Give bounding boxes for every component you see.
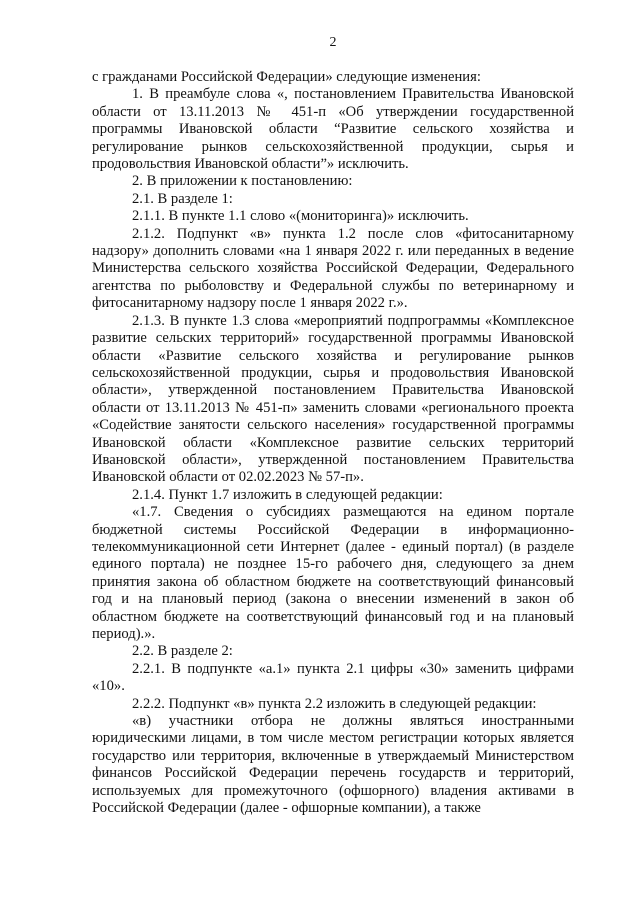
paragraph: «1.7. Сведения о субсидиях размещаются на едином портале бюджетной системы Российской Федерации в информационно-телекоммуникационной сети Интернет (далее - единый портал) (в разделе единого портала) не позднее 15-го рабочего дня, следующего за днем принятия закона об областном бюджете на соответствующий финансовый год и на плановый период (закона о внесении изменений в закон об областном бюджете на соответствующий финансовый год и на плановый период).».: [92, 504, 574, 642]
paragraph: 2.1.1. В пункте 1.1 слово «(мониторинга)» исключить.: [132, 208, 469, 225]
paragraph: 1. В преамбуле слова «, постановлением Правительства Ивановской области от 13.11.2013 № 451-п «Об утверждении государственной программы Ивановской области “Развитие сельского хозяйства и регулирование рынков сельскохозяйственной продукции, сырья и продовольствия Ивановской области”» исключить.: [92, 86, 574, 173]
paragraph: 2.1.2. Подпункт «в» пункта 1.2 после слов «фитосанитарному надзору» дополнить словами «на 1 января 2022 г. или переданных в ведение Министерства сельского хозяйства Российской Федерации, Федерального агентства по рыболовству и Федеральной службы по ветеринарному и фитосанитарному надзору после 1 января 2022 г.».: [92, 225, 574, 312]
document-body: [92, 69, 574, 817]
paragraph: 2.2.1. В подпункте «а.1» пункта 2.1 цифры «30» заменить цифрами «10».: [92, 660, 574, 695]
paragraph: «в) участники отбора не должны являться иностранными юридическими лицами, в том числе местом регистрации которых является государство или территория, включенные в утверждаемый Министерством финансов Российской Федерации перечень государств и территорий, используемых для промежуточного (офшорного) владения активами в Российской Федерации (далее - офшорные компании), а также: [92, 713, 574, 817]
paragraph: 2. В приложении к постановлению:: [132, 173, 353, 190]
paragraph: 2.2.2. Подпункт «в» пункта 2.2 изложить в следующей редакции:: [132, 695, 537, 712]
document-page: [92, 34, 574, 817]
paragraph: 2.2. В разделе 2:: [132, 643, 233, 660]
paragraph: 2.1.3. В пункте 1.3 слова «мероприятий подпрограммы «Комплексное развитие сельских территорий» государственной программы Ивановской области «Развитие сельского хозяйства и регулирование рынков сельскохозяйственной продукции, сырья и продовольствия Ивановской области», утвержденной постановлением Правительства Ивановской области от 13.11.2013 № 451-п» заменить словами «регионального проекта «Содействие занятости сельского населения» государственной программы Ивановской области «Комплексное развитие сельских территорий Ивановской области», утвержденной постановлением Правительства Ивановской области от 02.02.2023 № 57-п».: [92, 312, 574, 486]
paragraph: 2.1. В разделе 1:: [132, 190, 233, 207]
page-number: 2: [329, 35, 337, 50]
paragraph: с гражданами Российской Федерации» следующие изменения:: [92, 69, 481, 85]
paragraph: 2.1.4. Пункт 1.7 изложить в следующей редакции:: [132, 486, 443, 503]
